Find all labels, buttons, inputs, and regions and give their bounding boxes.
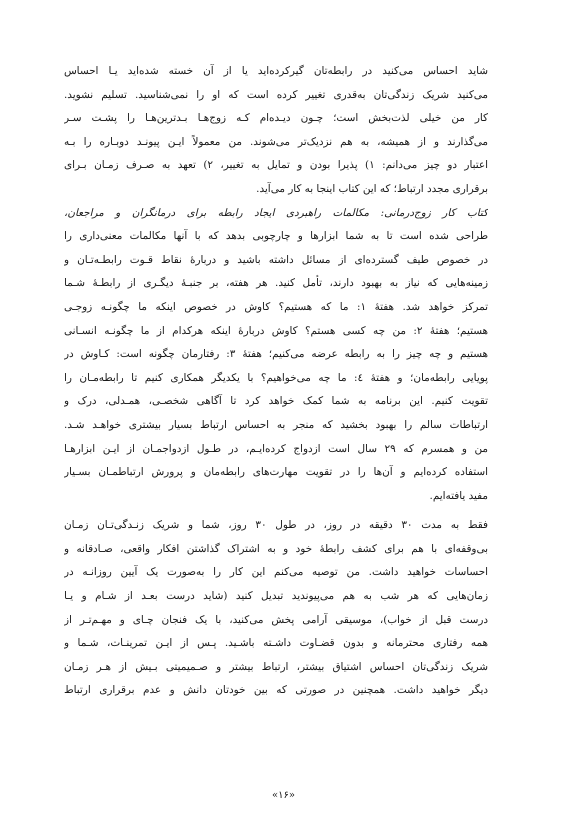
page-number: «۱۶» (272, 790, 295, 801)
text-line: شریک زندگی‌تان احساس اشتیاق بیشتر، ارتباط بیشتر و صـمیمیتی بـیش از هـر زمـان (64, 660, 488, 673)
text-line: تقویت کنیم. این برنامه به شما کمک خواهد کرد تا آگاهی شخصـی، همـدلی، درک و (64, 395, 488, 408)
text-line: می‌کنید شریک زندگی‌تان به‌قدری تغییر کرده است که او را نمی‌شناسید. تسلیم نشوید. (64, 88, 488, 101)
paragraph-1 (64, 60, 488, 202)
text-line: استفاده کرده‌ایم و آن‌ها را در تقویت مهارت‌های رابطه‌مان و پرورش ارتباطمـان بسـیار (64, 466, 488, 479)
text-line: برقراری مجدد ارتباط؛ که این کتاب اینجا به کار می‌آید. (256, 182, 488, 195)
text-line: کار من خیلی لذت‌بخش است؛ چـون دیـده‌ام کـه زوج‌هـا بـدترین‌هـا را پشـت سـر (64, 112, 488, 125)
text-line: در خصوص طیف گسترده‌ای از مسائل داشته باشید و دربارهٔ نقاط قـوت رابطـه‌تـان و (64, 253, 488, 266)
text-line: احساسات خواهید داشت. من توصیه می‌کنم این کار را به‌صورت یک آیین روزانـه در (64, 566, 488, 579)
text-line: همه رفتاری محترمانه و بدون قضـاوت داشـته باشـید. پـس از ایـن تمرینـات، شـما و (64, 637, 488, 650)
text-line: شاید احساس می‌کنید در رابطه‌تان گیرکرده‌اید یا از آن خسته شده‌اید یـا احساس (64, 65, 488, 77)
text-line: هستیم و چه چیز را به رابطه عرضه می‌کنیم؛ هفتهٔ ۳: رفتارمان چگونه است: کـاوش در (64, 348, 488, 361)
text-line: زمان‌هایی که هر شب به هم می‌پیوندید تبدیل کنید (شاید درست بعـد از شـام و یـا (64, 590, 488, 603)
text-line: پویایی رابطه‌مان؛ و هفتهٔ ٤: ما چه می‌خواهیم؟ با یکدیگر همکاری کنیم تا رابطه‌مـان را (64, 371, 488, 384)
text-line: مفید یافته‌ایم. (429, 489, 488, 502)
text-line: کتاب کار زوج‌درمانی: مکالمات راهبردی ایجاد رابطه برای درمانگران و مراجعان، (64, 206, 488, 219)
text-line: درست قبل از خواب)، موسیقی آرامی پخش می‌کنید، با یک فنجان چـای و مهـم‌تـر از (64, 613, 488, 626)
paragraph-2 (64, 202, 488, 509)
text-line: دیگر خواهید داشت. همچنین در صورتی که بین خودتان دانش و عدم برقراری ارتباط (64, 684, 488, 697)
text-line: اعتبار دو چیز می‌دانم: ۱) پذیرا بودن و تمایل به تغییر، ۲) تعهد به صـرف زمـان بـرای (64, 159, 488, 172)
text-line: طراحی شده است تا به شما ابزارها و چارچوبی بدهد که با آنها مکالمات معنی‌داری را (64, 230, 488, 243)
text-line: من و همسرم که ۲۹ سال است ازدواج کرده‌ایـم، در طـول ازدواجمـان از ایـن ابزارهـا (64, 442, 488, 455)
paragraph-3 (64, 514, 488, 703)
text-line: زمینه‌هایی که نیاز به بهبود دارند، تأمل کنید. هر هفته، بر جنبـهٔ دیگـری از رابطـهٔ شـما (64, 277, 488, 290)
text-line: هستیم؛ هفتهٔ ۲: من چه کسی هستم؟ کاوش دربارهٔ اینکه هرکدام از ما چگونـه انسـانی (64, 324, 488, 337)
text-line: فقط به مدت ۳۰ دقیقه در روز، در طول ۳۰ روز، شما و شریک زنـدگی‌تـان زمـان (64, 519, 488, 532)
text-line: ارتباطات سالم را بهبود بخشید که منجر به احساس ارتباط بسیار بیشتری خواهـد شـد. (64, 418, 488, 431)
text-line: می‌گذارند و از همیشه، به هم نزدیک‌تر می‌شوند. من معمولاً ایـن پیونـد دوبـاره را بـه (64, 135, 488, 148)
text-line: تمرکز خواهد شد. هفتهٔ ۱: ما که هستیم؟ کاوش در خصوص اینکه ما چگونـه زوجـی (64, 300, 488, 313)
text-line: بی‌وقفه‌ای با هم برای کشف رابطهٔ خود و به اشتراک گذاشتن افکار واقعی، صـادقانه و (64, 542, 488, 555)
